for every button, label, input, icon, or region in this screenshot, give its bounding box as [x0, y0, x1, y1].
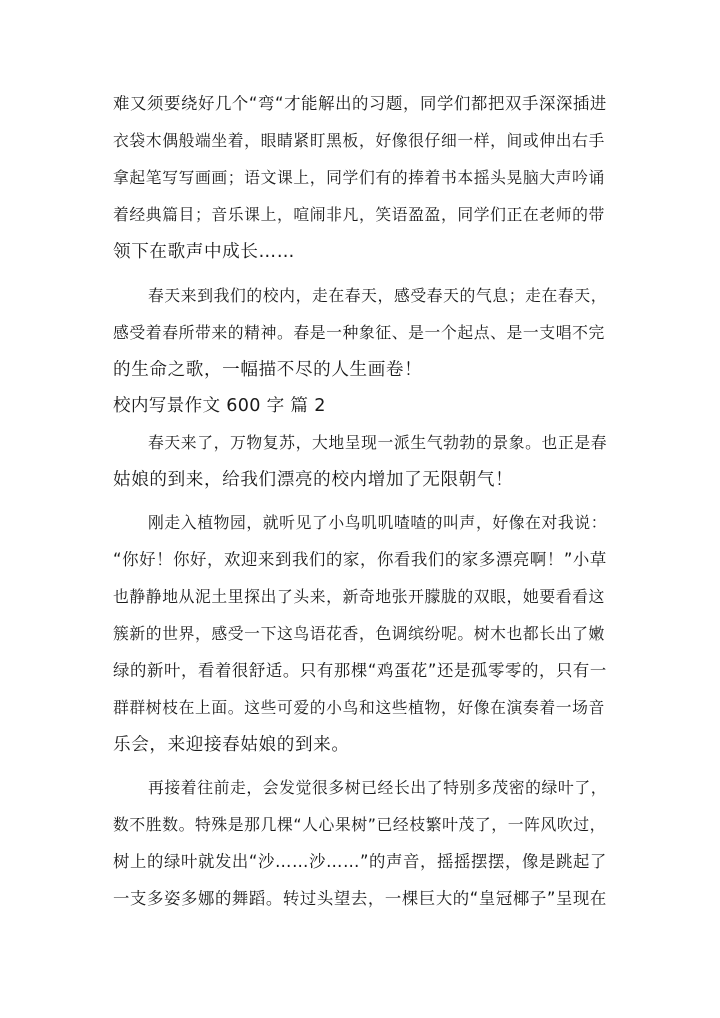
text-line: 刚走入植物园，就听见了小鸟叽叽喳喳的叫声，好像在对我说： [148, 513, 608, 532]
text-line: 感受着春所带来的精神。春是一种象征、是一个起点、是一支唱不完 [113, 323, 605, 342]
text-line: 绿的新叶，看着很舒适。只有那棵“鸡蛋花”还是孤零零的，只有一 [113, 661, 607, 680]
text-line: 难又须要绕好几个“弯“才能解出的习题，同学们都把双手深深插进 [113, 94, 607, 113]
text-line: 拿起笔写写画画；语文课上，同学们有的捧着书本摇头晃脑大声吟诵 [113, 168, 605, 187]
text-line: 一支多姿多娜的舞蹈。转过头望去，一棵巨大的“皇冠椰子”呈现在 [113, 889, 607, 908]
text-line: 春天来了，万物复苏，大地呈现一派生气勃勃的景象。也正是春 [148, 433, 608, 452]
text-line: 的生命之歌，一幅描不尽的人生画卷！ [113, 360, 423, 380]
text-line: 着经典篇目；音乐课上，喧闹非凡，笑语盈盈，同学们正在老师的带 [113, 205, 605, 224]
text-line: 领下在歌声中成长…… [113, 242, 295, 262]
text-line: 姑娘的到来，给我们漂亮的校内增加了无限朝气！ [113, 470, 514, 490]
text-line: 也静静地从泥土里探出了头来，新奇地张开朦胧的双眼，她要看看这 [113, 587, 605, 606]
text-line: 再接着往前走，会发觉很多树已经长出了特别多茂密的绿叶了， [148, 778, 608, 797]
text-line: 簇新的世界，感受一下这鸟语花香，色调缤纷呢。树木也都长出了嫩 [113, 624, 605, 643]
text-line: 春天来到我们的校内，走在春天，感受春天的气息；走在春天， [148, 286, 608, 305]
text-line: 群群树枝在上面。这些可爱的小鸟和这些植物，好像在演奏着一场音 [113, 698, 605, 717]
text-line: 衣袋木偶般端坐着，眼睛紧盯黑板，好像很仔细一样，间或伸出右手 [113, 131, 605, 150]
text-line: “你好！你好，欢迎来到我们的家，你看我们的家多漂亮啊！”小草 [113, 550, 607, 569]
text-line: 树上的绿叶就发出“沙……沙……”的声音，摇摇摆摆，像是跳起了 [113, 852, 607, 871]
section-heading: 校内写景作文 600 字 篇 2 [113, 396, 326, 416]
text-line: 乐会，来迎接春姑娘的到来。 [113, 735, 350, 755]
text-line: 数不胜数。特殊是那几棵“人心果树”已经枝繁叶茂了，一阵风吹过， [113, 815, 607, 834]
